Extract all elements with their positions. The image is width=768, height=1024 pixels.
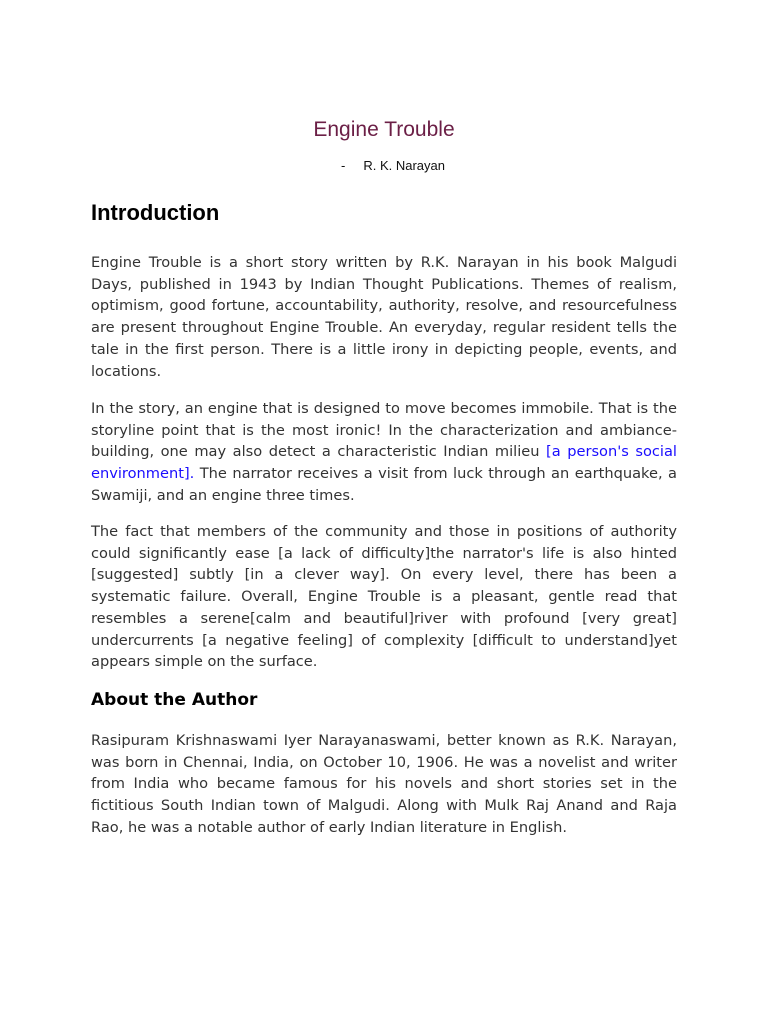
milieu-definition-link[interactable]: [a person's social environment]. (91, 443, 677, 483)
paragraph-1: Engine Trouble is a short story written by R.K. Narayan in his book Malgudi Days, published in 1943 by Indian Thought Publications. Themes of realism, optimism, good fortune, accountability, authority, resolve, and resourcefulness are present throughout Engine Trouble. An everyday, regular resident tells the tale in the first person. There is a little irony in depicting people, events, and locations. (91, 254, 677, 380)
byline-dash: - (341, 158, 346, 173)
author-name: R. K. Narayan (363, 158, 445, 173)
paragraph-2-text-end: The narrator receives a visit from luck through an earthquake, a Swamiji, and an engine three times. (91, 465, 677, 504)
about-author-heading: About the Author (91, 690, 258, 710)
paragraph-3: The fact that members of the community and those in positions of authority could significantly ease [a lack of difficulty]the narrator's life is also hinted [suggested] subtly [in a clever way]. On every level, there has been a systematic failure. Overall, Engine Trouble is a pleasant, gentle read that resembles a serene[calm and beautiful]river with profound [very great] undercurrents [a negative feeling] of complexity [difficult to understand]yet appears simple on the surface. (91, 523, 677, 671)
author-byline (341, 158, 445, 173)
document-title: Engine Trouble (313, 118, 455, 141)
paragraph-2-text-start: In the story, an engine that is designed to move becomes immobile. That is the storyline point that is the most ironic! In the characterization and ambiance-building, one may also detect a characteristic Indian milieu (91, 400, 677, 461)
introduction-heading: Introduction (91, 200, 220, 225)
paragraph-2 (91, 398, 677, 507)
paragraph-4: Rasipuram Krishnaswami Iyer Narayanaswami, better known as R.K. Narayan, was born in Chennai, India, on October 10, 1906. He was a novelist and writer from India who became famous for his novels and short stories set in the fictitious South Indian town of Malgudi. Along with Mulk Raj Anand and Raja Rao, he was a notable author of early Indian literature in English. (91, 732, 677, 836)
